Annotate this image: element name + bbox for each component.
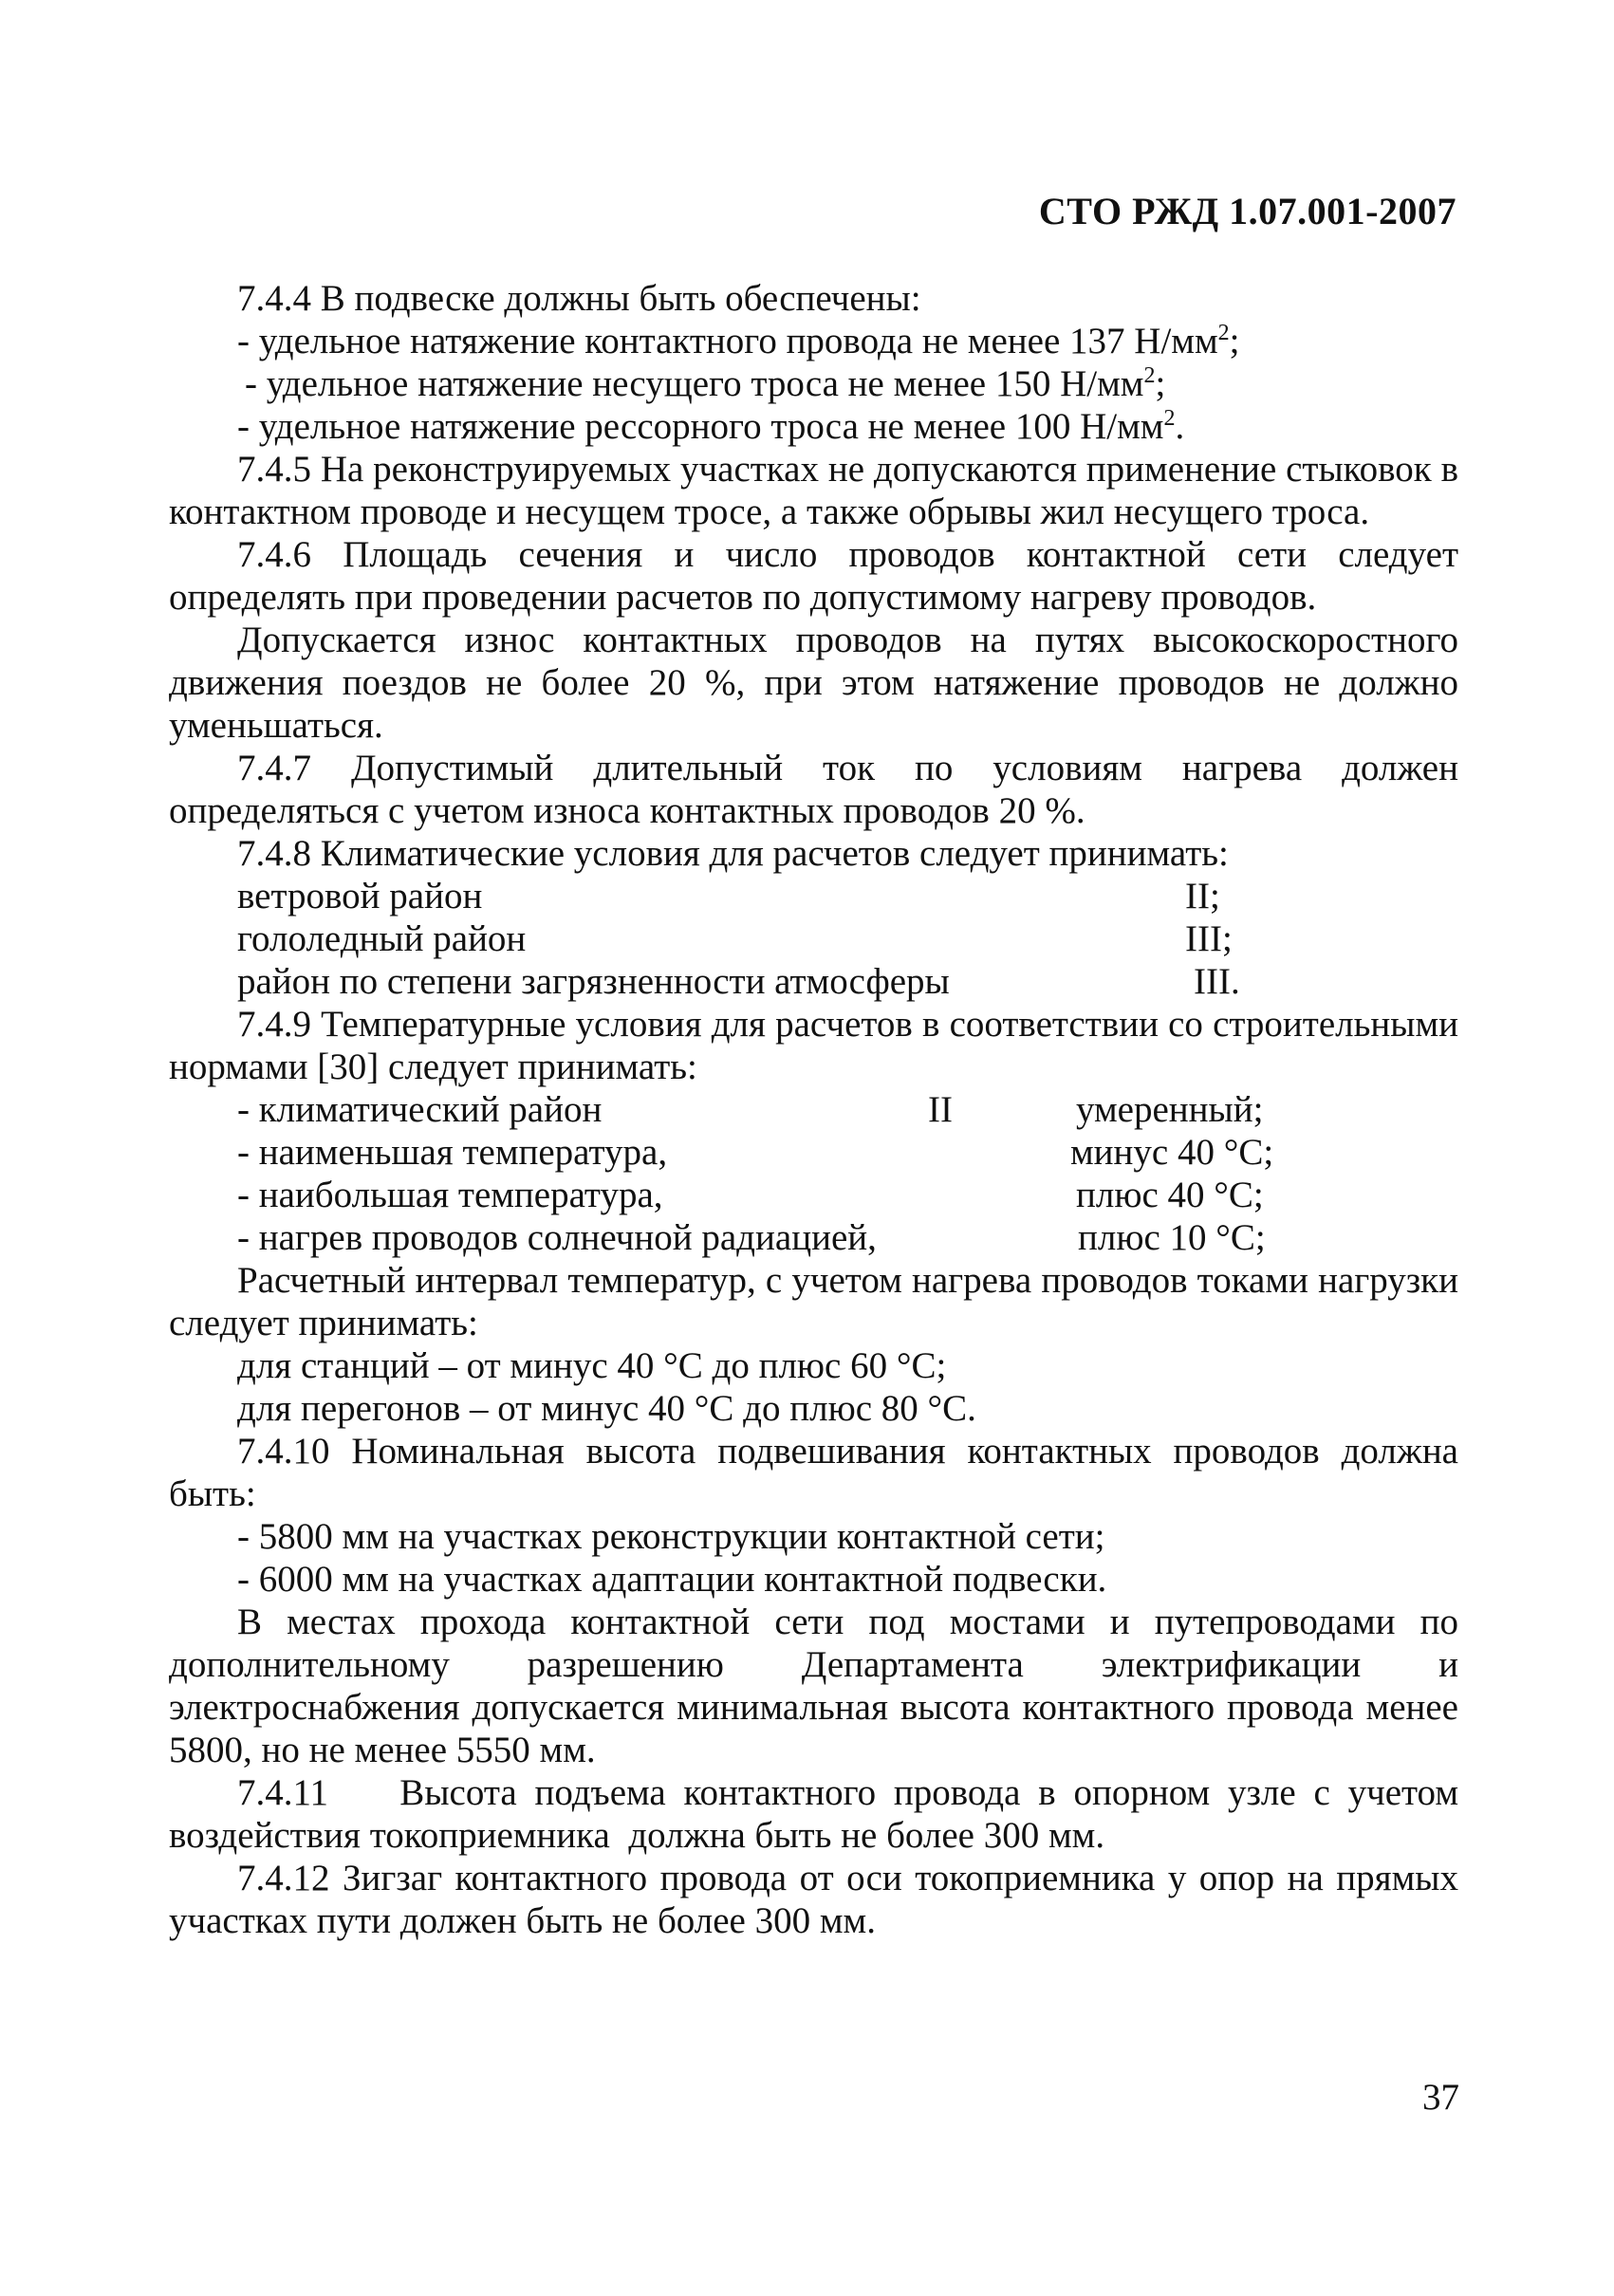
climate-row-label: гололедный район [237, 918, 527, 959]
temperature-row-label: - климатический район [237, 1089, 603, 1130]
tension-item-carrier-cable: - удельное натяжение несущего троса не менее 150 $Н/мм^2$; [245, 363, 1166, 404]
temperature-row-label: - наибольшая температура, [237, 1175, 663, 1215]
temperature-row-label: - нагрев проводов солнечной радиацией, [237, 1217, 877, 1258]
temperature-row-code: II [928, 1089, 953, 1130]
climate-row-value: III; [1185, 918, 1233, 959]
interval-stations: для станций – от минус 40 °С до плюс 60 °С; [237, 1345, 947, 1386]
tension-item-spring-cable: - удельное натяжение рессорного троса не менее 100 $Н/мм^2$. [237, 406, 1185, 447]
climate-row-label: ветровой район [237, 876, 483, 917]
section-7-4-11: 7.4.11 Высота подъема контактного провода в опорном узле с учетом воздействия токоприемника должна быть не более 300 мм. [169, 1772, 1468, 1856]
wire-wear-paragraph: Допускается износ контактных проводов на путях высокоскоростного движения поездов не более 20 %, при этом натяжение проводов не должно уменьшаться. [169, 620, 1458, 746]
section-7-4-9-intro: 7.4.9 Температурные условия для расчетов в соответствии со строительными нормами [30] следует принимать: [169, 1004, 1458, 1087]
section-7-4-4-intro: 7.4.4 В подвеске должны быть обеспечены: [237, 278, 921, 319]
climate-row-value: II; [1185, 876, 1220, 917]
height-item-reconstruction: - 5800 мм на участках реконструкции контактной сети; [237, 1516, 1105, 1557]
bridges-paragraph: В местах прохода контактной сети под мостами и путепроводами по дополнительному разрешению Департамента электрификации и электроснабжения допускается минимальная высота контактного провода менее 5800, но не менее 5550 мм. [169, 1602, 1468, 1770]
climate-row-value: III. [1194, 961, 1240, 1002]
section-7-4-10-intro: 7.4.10 Номинальная высота подвешивания контактных проводов должна быть: [169, 1431, 1458, 1514]
temperature-row-value: плюс 10 °С; [1078, 1217, 1266, 1258]
temperature-row-min [169, 1131, 1458, 1174]
page-number: 37 [1422, 2077, 1459, 2118]
climate-row-pollution [169, 960, 1458, 1003]
climate-row-label: район по степени загрязненности атмосферы [237, 961, 950, 1002]
climate-row-wind [169, 875, 1458, 917]
section-7-4-5: 7.4.5 На реконструируемых участках не допускаются применение стыковок в контактном проводе и несущем тросе, а также обрывы жил несущего троса. [169, 449, 1458, 532]
section-7-4-8-intro: 7.4.8 Климатические условия для расчетов следует принимать: [237, 833, 1229, 874]
height-item-adaptation: - 6000 мм на участках адаптации контактной подвески. [237, 1559, 1107, 1600]
temperature-row-climate [169, 1088, 1458, 1131]
document-body [169, 277, 1468, 1942]
section-7-4-6: 7.4.6 Площадь сечения и число проводов контактной сети следует определять при проведении расчетов по допустимому нагреву проводов. [169, 534, 1458, 618]
section-7-4-12: 7.4.12 Зигзаг контактного провода от оси токоприемника у опор на прямых участках пути должен быть не более 300 мм. [169, 1858, 1458, 1941]
temperature-interval-paragraph: Расчетный интервал температур, с учетом нагрева проводов токами нагрузки следует принимать: [169, 1260, 1458, 1343]
interval-hauls: для перегонов – от минус 40 °С до плюс 80 °С. [237, 1388, 976, 1429]
temperature-row-value: плюс 40 °С; [1076, 1175, 1264, 1215]
temperature-row-value: умеренный; [1076, 1089, 1264, 1130]
temperature-row-solar [169, 1216, 1458, 1259]
temperature-row-max [169, 1174, 1458, 1216]
document-code-header: СТО РЖД 1.07.001-2007 [1038, 190, 1456, 232]
section-7-4-7: 7.4.7 Допустимый длительный ток по условиям нагрева должен определяться с учетом износа контактных проводов 20 %. [169, 748, 1458, 831]
temperature-row-value: минус 40 °С; [1070, 1132, 1274, 1173]
tension-item-contact-wire: - удельное натяжение контактного провода не менее 137 $Н/мм^2$; [237, 321, 1240, 361]
temperature-row-label: - наименьшая температура, [237, 1132, 668, 1173]
climate-row-ice [169, 917, 1458, 960]
